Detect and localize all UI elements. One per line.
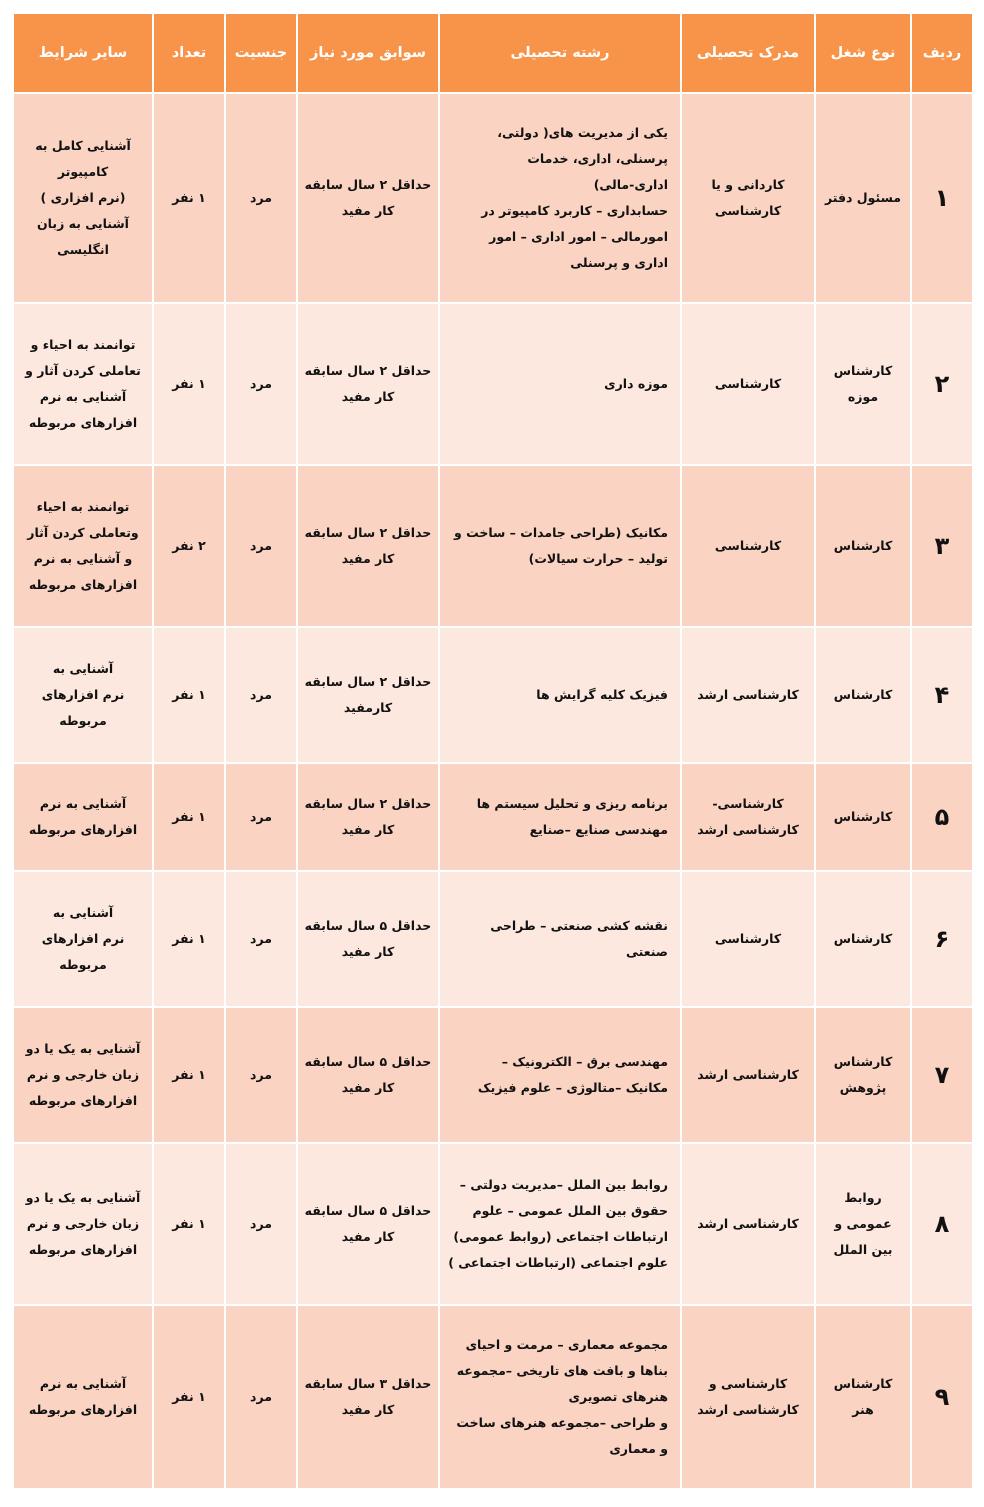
field-of-study-cell-line: بناها و بافت های تاریخی –مجموعه (456, 1363, 668, 1378)
other-requirements-cell-line: آشنایی به یک یا دو (25, 1041, 141, 1056)
count-cell: ۱ نفر (154, 872, 224, 1006)
experience-cell-line: حداقل ۵ سال سابقه (304, 1054, 432, 1069)
other-requirements-cell (14, 1144, 152, 1304)
other-requirements-cell-line: آشنایی به نرم (39, 389, 127, 404)
degree-cell-line: کارشناسی (714, 203, 782, 218)
degree-cell (682, 1306, 814, 1488)
field-of-study-cell (440, 764, 680, 870)
other-requirements-cell (14, 94, 152, 302)
degree-cell-line: کارشناسی (714, 538, 782, 553)
count-cell: ۱ نفر (154, 1306, 224, 1488)
table-row (14, 94, 972, 302)
table-row (14, 764, 972, 870)
other-requirements-cell-line: آشنایی به زبان (37, 216, 129, 231)
gender-cell: مرد (226, 1306, 296, 1488)
other-requirements-cell-line: مربوطه (59, 713, 107, 728)
count-cell: ۱ نفر (154, 1008, 224, 1142)
table-row (14, 466, 972, 626)
count-cell: ۱ نفر (154, 628, 224, 762)
experience-cell-line: کار مفید (341, 1402, 395, 1417)
job-type-cell (816, 1008, 910, 1142)
experience-cell-line: حداقل ۲ سال سابقه (304, 525, 432, 540)
field-of-study-cell-line: موزه داری (604, 376, 668, 391)
count-cell: ۱ نفر (154, 764, 224, 870)
gender-cell: مرد (226, 94, 296, 302)
field-of-study-cell-line: مجموعه معماری – مرمت و احیای (465, 1337, 668, 1352)
gender-cell: مرد (226, 1144, 296, 1304)
experience-cell-line: کار مفید (341, 203, 395, 218)
field-of-study-cell-line: برنامه ریزی و تحلیل سیستم ها (476, 796, 668, 811)
table-row (14, 628, 972, 762)
other-requirements-cell (14, 466, 152, 626)
other-requirements-cell-line: نرم افزارهای (41, 931, 125, 946)
count-cell: ۱ نفر (154, 94, 224, 302)
row-number: ۱ (912, 94, 972, 302)
experience-cell-line: کار مفید (341, 1080, 395, 1095)
degree-cell-line: کارشناسی ارشد (697, 1067, 799, 1082)
job-type-cell-line: موزه (847, 389, 879, 404)
row-number: ۸ (912, 1144, 972, 1304)
field-of-study-cell-line: یکی از مدیریت های( دولتی، (497, 125, 668, 140)
other-requirements-cell (14, 628, 152, 762)
field-of-study-cell-line: مکانیک –متالوژی – علوم فیزیک (477, 1080, 668, 1095)
job-type-cell-line: کارشناس (833, 809, 893, 824)
other-requirements-cell-line: نرم افزارهای (41, 687, 125, 702)
degree-cell-line: کارشناسی ارشد (697, 1402, 799, 1417)
other-requirements-cell-line: وتعاملی کردن آثار (27, 525, 139, 540)
field-of-study-cell (440, 872, 680, 1006)
job-type-cell (816, 628, 910, 762)
field-of-study-cell (440, 1144, 680, 1304)
field-of-study-cell (440, 1306, 680, 1488)
experience-cell (298, 1008, 438, 1142)
other-requirements-cell-line: مربوطه (59, 957, 107, 972)
table-row (14, 1008, 972, 1142)
other-requirements-cell-line: آشنایی به (52, 661, 114, 676)
field-of-study-cell-line: مکانیک (طراحی جامدات – ساخت و (453, 525, 668, 540)
job-type-cell-line: بین الملل (833, 1242, 893, 1257)
job-type-cell-line: کارشناس (833, 538, 893, 553)
job-type-cell-line: روابط (844, 1190, 882, 1205)
degree-cell-line: کارشناسی ارشد (697, 687, 799, 702)
header-experience: سوابق مورد نیاز (298, 14, 438, 92)
header-other-requirements: سایر شرایط (14, 14, 152, 92)
degree-cell-line: کارشناسی ارشد (697, 822, 799, 837)
experience-cell-line: کار مفید (341, 944, 395, 959)
job-type-cell-line: کارشناس (833, 1376, 893, 1391)
field-of-study-cell (440, 94, 680, 302)
header-degree: مدرک تحصیلی (682, 14, 814, 92)
row-number: ۵ (912, 764, 972, 870)
experience-cell-line: کار مفید (341, 1229, 395, 1244)
gender-cell: مرد (226, 466, 296, 626)
other-requirements-cell-line: آشنایی به نرم (39, 1376, 127, 1391)
field-of-study-cell-line: اداری-مالی) (593, 177, 668, 192)
other-requirements-cell (14, 764, 152, 870)
field-of-study-cell-line: حقوق بین الملل عمومی – علوم (472, 1203, 668, 1218)
experience-cell (298, 1144, 438, 1304)
field-of-study-cell-line: فیزیک کلیه گرایش ها (536, 687, 668, 702)
other-requirements-cell-line: توانمند به احیاء (36, 499, 130, 514)
table-row (14, 1306, 972, 1488)
other-requirements-cell-line: تعاملی کردن آثار و (25, 363, 141, 378)
field-of-study-cell-line: مهندسی برق – الکترونیک – (501, 1054, 668, 1069)
job-type-cell (816, 872, 910, 1006)
gender-cell: مرد (226, 304, 296, 464)
field-of-study-cell-line: نقشه کشی صنعتی – طراحی صنعتی (490, 918, 668, 959)
experience-cell-line: حداقل ۲ سال سابقه (304, 796, 432, 811)
other-requirements-cell-line: افزارهای مربوطه (28, 1093, 138, 1108)
experience-cell (298, 872, 438, 1006)
job-type-cell (816, 304, 910, 464)
job-type-cell-line: کارشناس (833, 363, 893, 378)
degree-cell (682, 628, 814, 762)
field-of-study-cell (440, 1008, 680, 1142)
gender-cell: مرد (226, 764, 296, 870)
header-field-of-study: رشته تحصیلی (440, 14, 680, 92)
other-requirements-cell-line: افزارهای مربوطه (28, 415, 138, 430)
row-number: ۳ (912, 466, 972, 626)
row-number: ۴ (912, 628, 972, 762)
other-requirements-cell (14, 1008, 152, 1142)
header-row-number: ردیف (912, 14, 972, 92)
experience-cell (298, 628, 438, 762)
other-requirements-cell-line: افزارهای مربوطه (28, 577, 138, 592)
experience-cell-line: حداقل ۵ سال سابقه (304, 1203, 432, 1218)
degree-cell-line: کارشناسی ارشد (697, 1216, 799, 1231)
field-of-study-cell (440, 466, 680, 626)
other-requirements-cell-line: و آشنایی به نرم (33, 551, 133, 566)
other-requirements-cell-line: توانمند به احیاء و (30, 337, 136, 352)
experience-cell-line: کار مفید (341, 551, 395, 566)
other-requirements-cell-line: افزارهای مربوطه (28, 1242, 138, 1257)
degree-cell (682, 466, 814, 626)
row-number: ۷ (912, 1008, 972, 1142)
other-requirements-cell (14, 304, 152, 464)
degree-cell (682, 872, 814, 1006)
gender-cell: مرد (226, 628, 296, 762)
other-requirements-cell (14, 872, 152, 1006)
experience-cell-line: حداقل ۲ سال سابقه (304, 363, 432, 378)
job-type-cell (816, 1144, 910, 1304)
field-of-study-cell-line: اداری و پرسنلی (570, 255, 668, 270)
experience-cell (298, 466, 438, 626)
field-of-study-cell-line: ارتباطات اجتماعی (روابط عمومی) (453, 1229, 668, 1244)
other-requirements-cell-line: زبان خارجی و نرم (26, 1067, 140, 1082)
gender-cell: مرد (226, 872, 296, 1006)
other-requirements-cell-line: (نرم افزاری ) (40, 190, 126, 205)
header-gender: جنسیت (226, 14, 296, 92)
job-type-cell (816, 764, 910, 870)
field-of-study-cell-line: و معماری (609, 1441, 668, 1456)
other-requirements-cell-line: آشنایی به یک یا دو (25, 1190, 141, 1205)
count-cell: ۱ نفر (154, 1144, 224, 1304)
job-type-cell-line: کارشناس (833, 931, 893, 946)
header-row (14, 14, 972, 92)
degree-cell-line: کارشناسی و (708, 1376, 788, 1391)
degree-cell (682, 1144, 814, 1304)
recruitment-table (12, 12, 974, 1490)
row-number: ۶ (912, 872, 972, 1006)
field-of-study-cell-line: روابط بین الملل –مدیریت دولتی – (459, 1177, 668, 1192)
experience-cell-line: کار مفید (341, 389, 395, 404)
job-type-cell-line: کارشناس (833, 687, 893, 702)
job-type-cell-line: مسئول دفتر (824, 190, 902, 205)
job-type-cell (816, 466, 910, 626)
field-of-study-cell-line: امورمالی – امور اداری – امور (489, 229, 668, 244)
degree-cell-line: کارشناسی (714, 931, 782, 946)
job-type-cell-line: هنر (852, 1402, 874, 1417)
experience-cell (298, 94, 438, 302)
field-of-study-cell-line: مهندسی صنایع –صنایع (529, 822, 668, 837)
job-type-cell-line: عمومی و (834, 1216, 892, 1231)
field-of-study-cell-line: هنرهای تصویری (568, 1389, 668, 1404)
field-of-study-cell-line: حسابداری – کاربرد کامپیوتر در (481, 203, 668, 218)
recruitment-table-container (12, 12, 972, 1490)
row-number: ۹ (912, 1306, 972, 1488)
experience-cell (298, 764, 438, 870)
job-type-cell-line: پژوهش (839, 1080, 887, 1095)
row-number: ۲ (912, 304, 972, 464)
field-of-study-cell-line: تولید – حرارت سیالات) (528, 551, 668, 566)
other-requirements-cell-line: آشنایی به (52, 905, 114, 920)
other-requirements-cell-line: آشنایی کامل به (35, 138, 131, 153)
table-row (14, 872, 972, 1006)
degree-cell-line: کارشناسی- (712, 796, 784, 811)
header-count: تعداد (154, 14, 224, 92)
job-type-cell (816, 1306, 910, 1488)
field-of-study-cell-line: پرسنلی، اداری، خدمات (527, 151, 668, 166)
table-row (14, 304, 972, 464)
degree-cell (682, 304, 814, 464)
other-requirements-cell (14, 1306, 152, 1488)
count-cell: ۱ نفر (154, 304, 224, 464)
other-requirements-cell-line: افزارهای مربوطه (28, 822, 138, 837)
field-of-study-cell-line: علوم اجتماعی (ارتباطات اجتماعی ) (448, 1255, 668, 1270)
field-of-study-cell (440, 304, 680, 464)
degree-cell (682, 1008, 814, 1142)
experience-cell (298, 1306, 438, 1488)
other-requirements-cell-line: آشنایی به نرم (39, 796, 127, 811)
other-requirements-cell-line: انگلیسی (57, 242, 109, 257)
experience-cell-line: حداقل ۳ سال سابقه (304, 1376, 432, 1391)
other-requirements-cell-line: کامپیوتر (57, 164, 109, 179)
job-type-cell-line: کارشناس (833, 1054, 893, 1069)
other-requirements-cell-line: افزارهای مربوطه (28, 1402, 138, 1417)
experience-cell-line: حداقل ۲ سال سابقه (304, 177, 432, 192)
field-of-study-cell-line: و طراحی –مجموعه هنرهای ساخت (456, 1415, 668, 1430)
count-cell: ۲ نفر (154, 466, 224, 626)
experience-cell (298, 304, 438, 464)
degree-cell (682, 764, 814, 870)
experience-cell-line: کارمفید (343, 700, 393, 715)
degree-cell (682, 94, 814, 302)
degree-cell-line: کارشناسی (714, 376, 782, 391)
other-requirements-cell-line: زبان خارجی و نرم (26, 1216, 140, 1231)
gender-cell: مرد (226, 1008, 296, 1142)
job-type-cell (816, 94, 910, 302)
table-row (14, 1144, 972, 1304)
experience-cell-line: کار مفید (341, 822, 395, 837)
experience-cell-line: حداقل ۲ سال سابقه (304, 674, 432, 689)
header-job-type: نوع شغل (816, 14, 910, 92)
degree-cell-line: کاردانی و یا (711, 177, 785, 192)
experience-cell-line: حداقل ۵ سال سابقه (304, 918, 432, 933)
field-of-study-cell (440, 628, 680, 762)
